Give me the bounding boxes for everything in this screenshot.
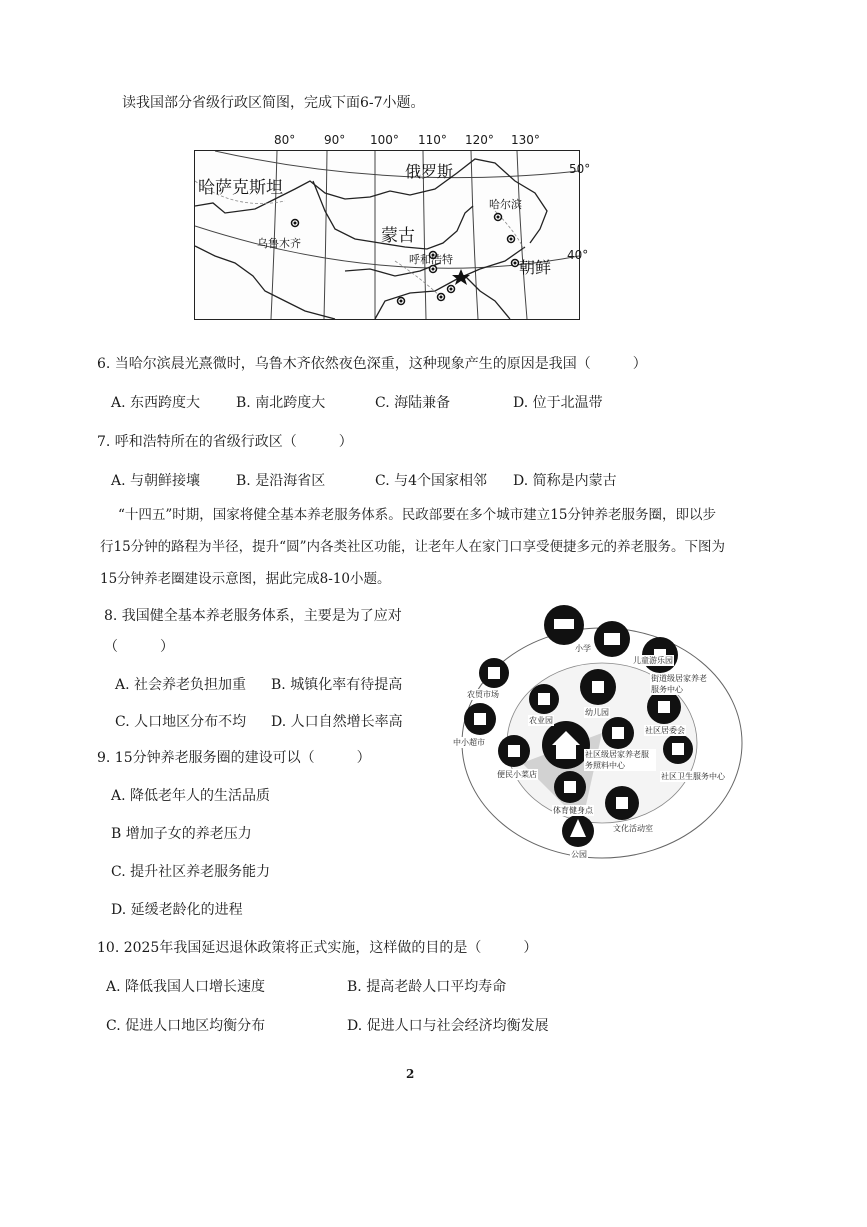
q8-option-b: B. 城镇化率有待提高: [271, 677, 403, 693]
longitude-130: 130°: [511, 133, 540, 147]
q8-option-a: A. 社会养老负担加重: [115, 677, 247, 693]
q6-option-b: B. 南北跨度大: [236, 395, 326, 411]
map-label-harbin: 哈尔滨: [489, 198, 522, 211]
q6-option-a: A. 东西跨度大: [111, 395, 201, 411]
q6-stem: 6. 当哈尔滨晨光熹微时，乌鲁木齐依然夜色深重，这种现象产生的原因是我国（ ）: [97, 356, 647, 372]
circle-label-park: 公园: [571, 850, 587, 859]
circle-label-agri-garden: 农业园: [529, 716, 553, 725]
q8-option-c: C. 人口地区分布不均: [115, 714, 247, 730]
q6-option-c: C. 海陆兼备: [375, 395, 451, 411]
q10-option-c: C. 促进人口地区均衡分布: [106, 1018, 266, 1034]
circle-label-community-committee: 社区居委会: [645, 726, 685, 735]
elderly-service-circle-diagram: [452, 603, 814, 861]
longitude-90: 90°: [324, 133, 346, 147]
circle-label-kindergarten: 幼儿园: [585, 708, 609, 717]
circle-label-primary-school: 小学: [575, 644, 591, 653]
q8-answer-bracket: （ ）: [104, 639, 174, 655]
circle-label-grocery: 便民小菜店: [497, 770, 537, 779]
q7-option-a: A. 与朝鲜接壤: [111, 473, 201, 489]
circle-label-playground: 儿童游乐园: [633, 656, 673, 665]
province-map: [194, 150, 580, 320]
longitude-100: 100°: [370, 133, 399, 147]
intro-6-7: 读我国部分省级行政区简图，完成下面6-7小题。: [122, 95, 425, 111]
q10-option-d: D. 促进人口与社会经济均衡发展: [347, 1018, 549, 1034]
q7-option-d: D. 简称是内蒙古: [513, 473, 617, 489]
q8-stem: 8. 我国健全基本养老服务体系，主要是为了应对: [104, 608, 402, 624]
q10-stem: 10. 2025年我国延迟退休政策将正式实施，这样做的目的是（ ）: [97, 940, 538, 956]
q6-option-d: D. 位于北温带: [513, 395, 603, 411]
circle-label-health-center: 社区卫生服务中心: [661, 772, 725, 781]
circle-label-culture-room: 文化活动室: [613, 824, 653, 833]
q9-option-b: B 增加子女的养老压力: [111, 826, 252, 842]
longitude-120: 120°: [465, 133, 494, 147]
circle-label-supermarket: 中小超市: [453, 738, 485, 747]
map-label-urumqi: 乌鲁木齐: [257, 237, 301, 250]
map-label-mongolia: 蒙古: [381, 226, 415, 246]
q10-option-a: A. 降低我国人口增长速度: [106, 979, 266, 995]
circle-label-street-elderly-center: 街道级居家养老服务中心: [650, 673, 712, 695]
map-label-russia: 俄罗斯: [405, 162, 454, 181]
q9-option-d: D. 延缓老龄化的进程: [111, 902, 243, 918]
q9-option-c: C. 提升社区养老服务能力: [111, 864, 271, 880]
q8-option-d: D. 人口自然增长率高: [271, 714, 403, 730]
circle-label-fitness: 体育健身点: [553, 806, 593, 815]
intro-8-10-line-2: 行15分钟的路程为半径，提升“圆”内各类社区功能，让老年人在家门口享受便捷多元的养老服务。下图为: [100, 539, 725, 555]
circle-label-farmers-market: 农贸市场: [467, 690, 499, 699]
longitude-110: 110°: [418, 133, 447, 147]
star-marker: [452, 269, 470, 285]
latitude-40: 40°: [567, 248, 589, 262]
q7-stem: 7. 呼和浩特所在的省级行政区（ ）: [97, 434, 353, 450]
q7-option-b: B. 是沿海省区: [236, 473, 326, 489]
q7-option-c: C. 与4个国家相邻: [375, 473, 488, 489]
q9-option-a: A. 降低老年人的生活品质: [111, 788, 271, 804]
circle-label-community-elderly-center: 社区级居家养老服务照料中心: [584, 749, 656, 771]
latitude-50: 50°: [569, 162, 591, 176]
map-label-hohhot: 呼和浩特: [409, 253, 453, 266]
map-label-korea: 朝鲜: [519, 258, 552, 277]
intro-8-10-line-3: 15分钟养老圈建设示意图，据此完成8-10小题。: [100, 571, 391, 587]
q9-stem: 9. 15分钟养老服务圈的建设可以（ ）: [97, 750, 371, 766]
longitude-80: 80°: [274, 133, 296, 147]
page-number: 2: [406, 1067, 415, 1081]
q10-option-b: B. 提高老龄人口平均寿命: [347, 979, 507, 995]
map-label-kazakhstan: 哈萨克斯坦: [198, 178, 283, 198]
intro-8-10-line-1: “十四五”时期，国家将健全基本养老服务体系。民政部要在多个城市建立15分钟养老服务圈，即以步: [118, 507, 716, 523]
